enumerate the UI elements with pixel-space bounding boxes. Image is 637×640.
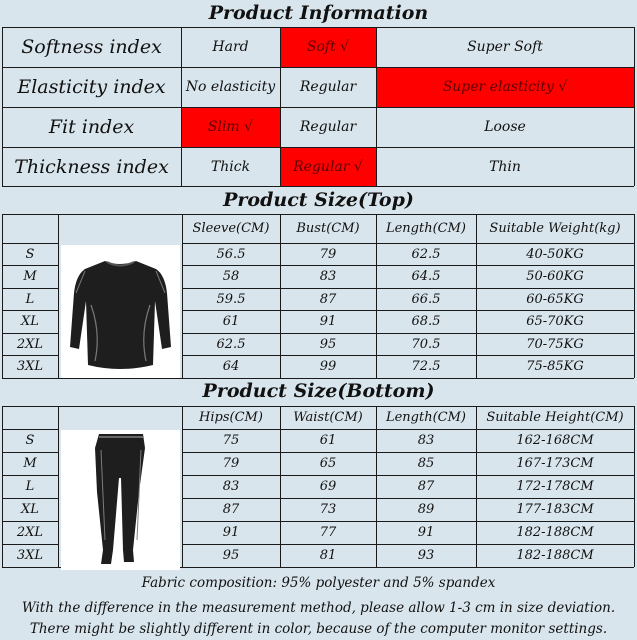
row-divider	[182, 498, 634, 499]
size-value: 75	[222, 433, 240, 448]
size-value: 83	[222, 479, 240, 494]
column-divider	[182, 406, 183, 567]
info-value: Thick	[210, 158, 251, 175]
row-divider	[182, 475, 634, 476]
size-value: 77	[319, 525, 337, 540]
info-value: Regular	[299, 119, 357, 135]
column-divider	[376, 214, 377, 378]
size-label: S	[25, 433, 35, 448]
size-value: 87	[417, 479, 435, 494]
info-label: Elasticity index	[17, 76, 166, 98]
row-divider	[2, 107, 634, 108]
column-divider	[58, 214, 59, 378]
leggings-icon	[61, 430, 180, 570]
row-divider	[2, 498, 58, 499]
size-value: 91	[319, 314, 337, 329]
shirt-image	[61, 245, 180, 378]
size-value: 72.5	[411, 359, 441, 374]
size-label: 2XL	[16, 336, 44, 352]
column-header: Length(CM)	[385, 221, 467, 236]
row-divider	[2, 67, 634, 68]
row-divider	[182, 378, 634, 379]
row-divider	[2, 333, 58, 334]
size-label: XL	[21, 502, 39, 517]
column-divider	[634, 406, 635, 567]
size-label: 3XL	[16, 548, 44, 563]
top-size-title: Product Size(Top)	[223, 189, 414, 211]
column-divider	[181, 27, 182, 186]
info-value-selected: Soft √	[280, 27, 376, 67]
size-value: 50-60KG	[526, 269, 584, 284]
row-divider	[2, 288, 58, 289]
info-value: Hard	[212, 39, 249, 55]
column-divider	[280, 27, 281, 186]
size-value: 172-178CM	[516, 479, 594, 494]
size-value: 91	[222, 525, 240, 540]
row-divider	[182, 265, 634, 266]
size-value: 56.5	[216, 246, 246, 262]
info-value: No elasticity	[185, 79, 276, 95]
size-value: 91	[417, 525, 435, 540]
fabric-composition: Fabric composition: 95% polyester and 5% spandex	[141, 575, 496, 591]
column-divider	[634, 27, 635, 186]
info-value-selected: Slim √	[181, 107, 280, 147]
row-divider	[2, 406, 58, 407]
shirt-icon	[61, 245, 180, 378]
info-value-selected: Regular √	[280, 147, 376, 186]
size-value: 66.5	[411, 291, 441, 307]
column-header: Bust(CM)	[296, 221, 360, 236]
size-value: 79	[222, 456, 240, 471]
size-value: 75-85KG	[526, 359, 584, 374]
size-value: 85	[417, 456, 435, 471]
row-divider	[2, 521, 58, 522]
size-value: 89	[417, 502, 435, 517]
column-divider	[634, 214, 635, 378]
size-label: L	[25, 479, 35, 494]
size-value: 182-188CM	[516, 548, 594, 563]
row-divider	[2, 475, 58, 476]
info-label: Softness index	[21, 36, 162, 58]
row-divider	[2, 214, 58, 215]
size-value: 87	[222, 502, 240, 517]
row-divider	[182, 521, 634, 522]
size-value: 65-70KG	[526, 314, 584, 329]
row-divider	[58, 214, 182, 215]
row-divider	[182, 429, 634, 430]
size-value: 79	[319, 246, 337, 262]
size-label: M	[23, 269, 37, 284]
size-value: 40-50KG	[526, 246, 584, 262]
column-divider	[280, 406, 281, 567]
row-divider	[58, 378, 182, 379]
size-value: 177-183CM	[516, 502, 594, 517]
row-divider	[2, 378, 58, 379]
size-value: 99	[319, 359, 337, 374]
size-value: 73	[319, 502, 337, 517]
info-value-selected: Super elasticity √	[376, 67, 634, 107]
row-divider	[182, 288, 634, 289]
size-value: 167-173CM	[516, 456, 594, 471]
size-label: 2XL	[16, 525, 44, 540]
size-value: 81	[319, 548, 337, 563]
info-value: Loose	[484, 119, 526, 135]
size-label: S	[25, 246, 35, 262]
row-divider	[182, 310, 634, 311]
size-label: L	[25, 291, 35, 307]
size-value: 64	[222, 359, 240, 374]
column-header: Hips(CM)	[199, 410, 263, 425]
info-label: Thickness index	[14, 155, 169, 178]
note-color: There might be slightly different in color, because of the computer monitor settings.	[29, 621, 608, 637]
size-value: 69	[319, 479, 337, 494]
column-header: Sleeve(CM)	[192, 221, 270, 236]
row-divider	[2, 544, 58, 545]
column-divider	[476, 406, 477, 567]
column-divider	[280, 214, 281, 378]
size-label: XL	[21, 314, 39, 329]
size-value: 70-75KG	[526, 336, 584, 352]
row-divider	[182, 452, 634, 453]
size-value: 83	[319, 269, 337, 284]
info-title: Product Information	[208, 2, 429, 24]
row-divider	[2, 27, 634, 28]
info-value: Regular	[299, 79, 357, 95]
row-divider	[2, 429, 58, 430]
row-divider	[182, 243, 634, 244]
size-value: 93	[417, 548, 435, 563]
column-divider	[2, 27, 3, 186]
row-divider	[2, 355, 58, 356]
row-divider	[182, 544, 634, 545]
size-value: 65	[319, 456, 337, 471]
row-divider	[182, 567, 634, 568]
size-value: 70.5	[411, 336, 441, 352]
row-divider	[2, 186, 634, 187]
column-header: Waist(CM)	[293, 410, 363, 425]
size-value: 68.5	[411, 314, 441, 329]
column-divider	[476, 214, 477, 378]
size-value: 95	[222, 548, 240, 563]
size-value: 182-188CM	[516, 525, 594, 540]
column-divider	[376, 406, 377, 567]
size-value: 59.5	[216, 291, 246, 307]
row-divider	[2, 310, 58, 311]
size-value: 61	[319, 433, 337, 448]
row-divider	[182, 355, 634, 356]
size-value: 95	[319, 336, 337, 352]
row-divider	[2, 567, 58, 568]
column-divider	[182, 214, 183, 378]
column-divider	[2, 406, 3, 567]
info-value: Super Soft	[467, 39, 543, 55]
size-value: 60-65KG	[526, 291, 584, 307]
column-header: Length(CM)	[385, 410, 467, 425]
size-value: 62.5	[411, 246, 441, 262]
note-measurement: With the difference in the measurement method, please allow 1-3 cm in size deviation.	[21, 600, 616, 616]
column-header: Suitable Weight(kg)	[489, 221, 621, 236]
size-label: 3XL	[16, 359, 44, 374]
column-divider	[2, 214, 3, 378]
size-value: 61	[222, 314, 240, 329]
row-divider	[58, 406, 182, 407]
row-divider	[182, 406, 634, 407]
size-label: M	[23, 456, 37, 471]
size-value: 58	[222, 269, 240, 284]
column-header: Suitable Height(CM)	[486, 410, 624, 425]
size-value: 62.5	[216, 336, 246, 352]
size-value: 64.5	[411, 269, 441, 284]
pants-image	[61, 430, 180, 570]
info-value: Thin	[489, 158, 521, 175]
row-divider	[2, 452, 58, 453]
column-divider	[376, 27, 377, 186]
size-value: 83	[417, 433, 435, 448]
column-divider	[58, 406, 59, 567]
info-label: Fit index	[48, 116, 135, 138]
size-value: 87	[319, 291, 337, 307]
row-divider	[2, 147, 634, 148]
bottom-size-title: Product Size(Bottom)	[202, 380, 435, 402]
row-divider	[2, 243, 58, 244]
size-value: 162-168CM	[516, 433, 594, 448]
row-divider	[182, 333, 634, 334]
row-divider	[182, 214, 634, 215]
row-divider	[2, 265, 58, 266]
